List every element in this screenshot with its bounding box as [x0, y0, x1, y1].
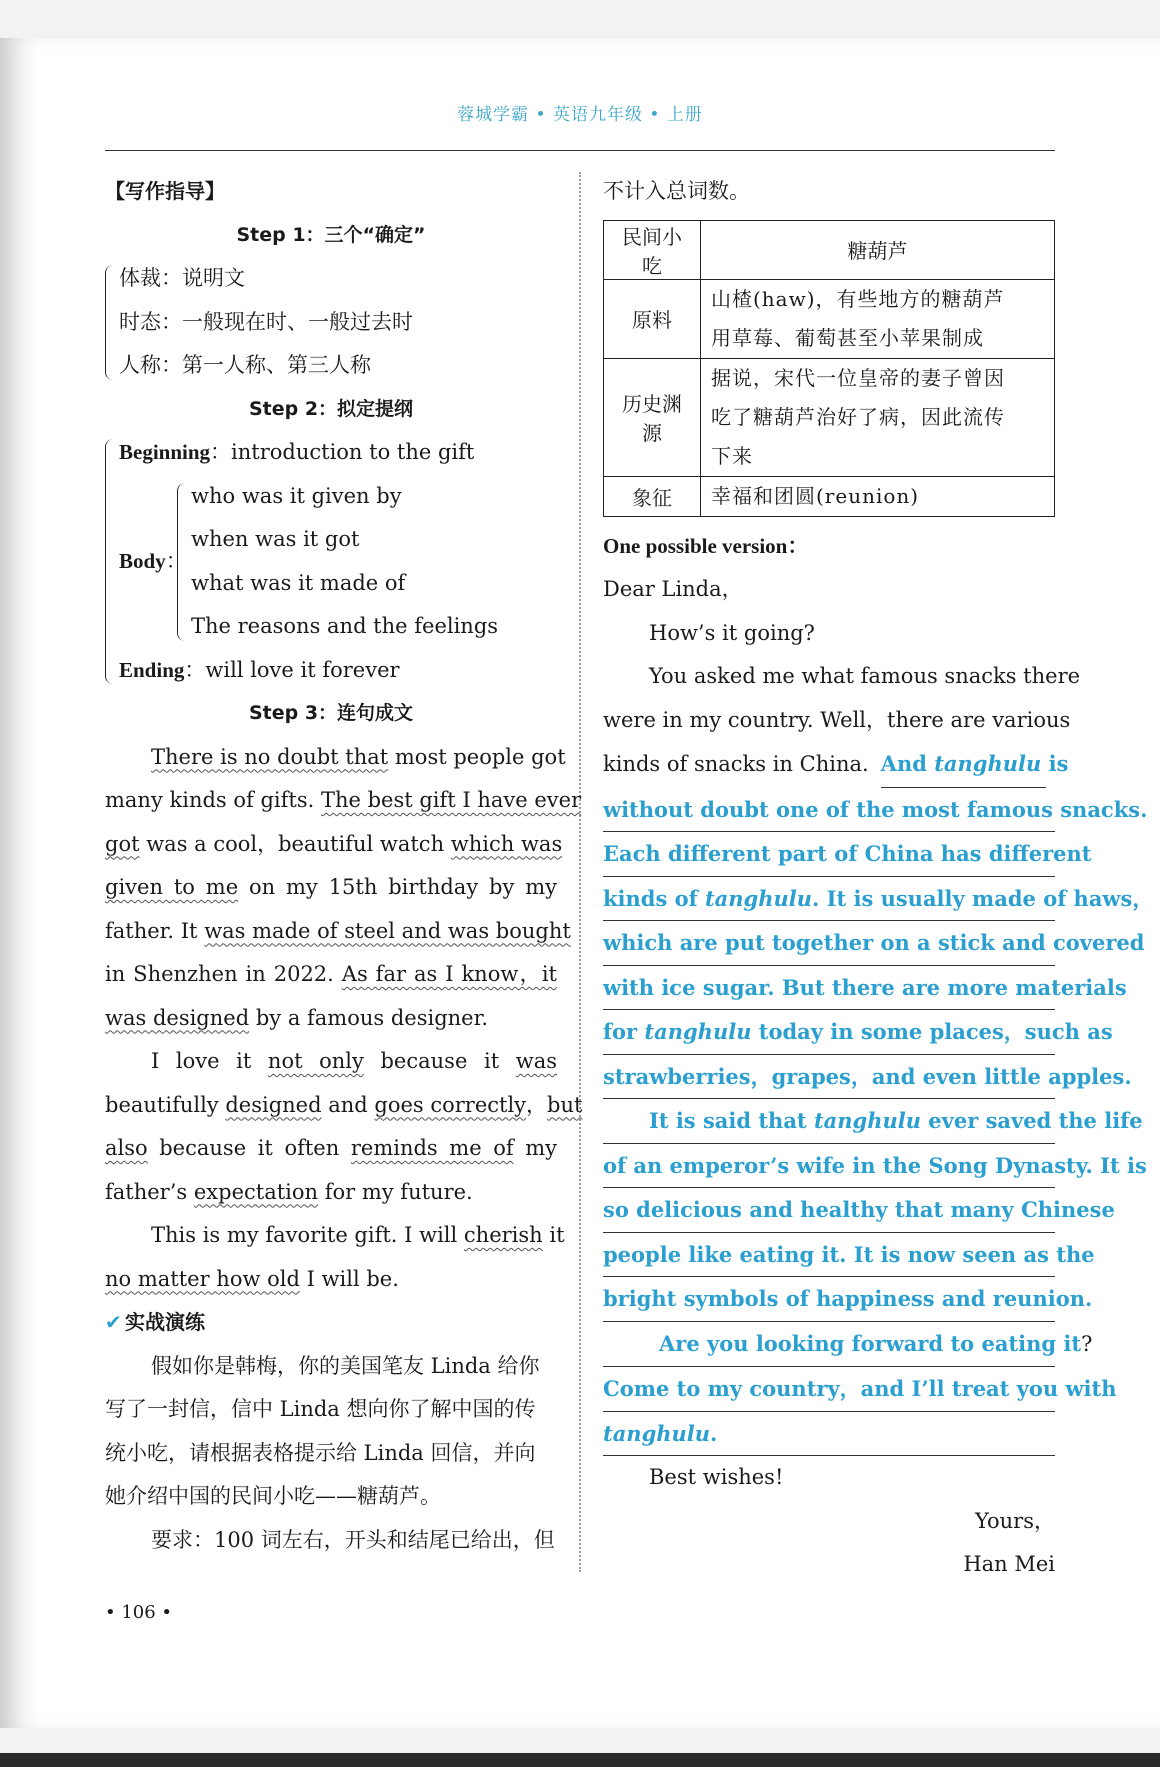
text: This is my favorite gift. I will	[151, 1223, 464, 1247]
essay-line	[105, 866, 557, 910]
table-row	[604, 476, 1055, 516]
table-row	[604, 358, 1055, 476]
answer-line: without doubt one of the most famous snacks.	[603, 788, 1055, 833]
blue-text: .	[710, 1420, 718, 1446]
outline-group	[105, 431, 557, 692]
text: and	[321, 1092, 375, 1117]
blue-text: . It is usually made of haws，	[812, 885, 1154, 911]
phrase: was made of steel and was bought	[204, 918, 571, 943]
cell-line: 幸福和团圆(reunion)	[711, 483, 920, 508]
step1-title: Step 1：三个“确定”	[236, 223, 426, 246]
answer-line: strawberries，grapes，and even little apples.	[603, 1055, 1055, 1100]
letter-line: You asked me what famous snacks there	[649, 664, 1081, 688]
opening: How’s it going?	[649, 620, 815, 645]
page-number: • 106 •	[105, 1602, 173, 1623]
body-item: when was it got	[191, 527, 360, 551]
answer-line: bright symbols of happiness and reunion.	[603, 1277, 1055, 1322]
table-header-cell: 糖葫芦	[701, 220, 1055, 279]
phrase: given to me	[105, 875, 239, 899]
cell-line: 山楂(haw)，有些地方的糖葫芦	[711, 286, 1005, 311]
cell-line: 下来	[711, 443, 753, 468]
phrase: not only	[267, 1049, 364, 1073]
blue-italic: tanghulu	[603, 1420, 711, 1446]
blue-text: ever saved the life	[920, 1108, 1143, 1133]
blue-italic: tanghulu	[813, 1108, 921, 1133]
answer-line	[603, 1099, 1143, 1144]
text: kinds of snacks in China.	[603, 752, 869, 776]
determine-item: 时态：一般现在时、一般过去时	[119, 309, 413, 334]
answer-line	[603, 1010, 1113, 1055]
essay-line	[105, 1214, 565, 1258]
blue-text: It is said that	[649, 1108, 814, 1133]
letter-line	[603, 742, 1069, 788]
phrase: also	[105, 1136, 148, 1160]
letter-line: were in my country. Well，there are various	[603, 707, 1071, 732]
table-header-cell: 民间小吃	[604, 220, 701, 279]
phrase: was	[515, 1049, 558, 1073]
row-content	[701, 279, 1055, 358]
phrase: which was	[450, 831, 563, 856]
essay-line	[105, 1084, 583, 1128]
brace	[177, 483, 186, 641]
row-content	[701, 358, 1055, 476]
text: by a famous designer.	[249, 1005, 489, 1030]
yours: Yours，	[974, 1508, 1055, 1533]
essay-line	[105, 1127, 557, 1171]
answer-line: people like eating it. It is now seen as the	[603, 1233, 1055, 1278]
text: father’s	[105, 1179, 194, 1204]
brace	[105, 265, 114, 380]
answer-line	[603, 877, 1154, 922]
determine-group	[105, 257, 557, 388]
bottom-bar	[0, 1753, 1160, 1767]
blue-italic: tanghulu	[644, 1019, 752, 1044]
essay-line	[105, 823, 563, 867]
row-label: 象征	[604, 476, 701, 516]
practice-title-text: 实战演练	[125, 1310, 205, 1334]
essay-line	[105, 1171, 557, 1215]
text: I will be.	[299, 1266, 399, 1291]
closing: Best wishes!	[649, 1465, 784, 1489]
version-title: One possible version：	[603, 533, 809, 558]
phrase: no matter how old	[105, 1266, 300, 1291]
cell-line: 用草莓、葡萄甚至小苹果制成	[711, 325, 984, 350]
practice-line: 假如你是韩梅，你的美国笔友 Linda 给你	[151, 1353, 540, 1378]
text: father. It	[105, 918, 205, 943]
essay	[105, 736, 583, 1302]
phrase: got	[105, 831, 140, 856]
text: it	[542, 1223, 565, 1247]
phrase: designed	[225, 1092, 322, 1117]
text: on my 15th birthday by my	[238, 875, 557, 899]
essay-line	[105, 910, 571, 954]
phrase: reminds me of	[350, 1136, 514, 1160]
ending-text: ：will love it forever	[184, 657, 400, 682]
outline-beginning	[119, 431, 557, 475]
blue-text: today in some places，such as	[751, 1019, 1113, 1044]
practice-line: 她介绍中国的民间小吃——糖葫芦。	[105, 1484, 441, 1508]
text: my	[513, 1136, 558, 1160]
answer-line: of an emperor’s wife in the Song Dynasty. It is	[603, 1144, 1055, 1189]
text: in Shenzhen in 2022.	[105, 962, 342, 986]
text: for my future.	[318, 1179, 473, 1204]
essay-line	[105, 997, 557, 1041]
blue-text: for	[603, 1019, 645, 1044]
section-title: 【写作指导】	[105, 179, 225, 203]
blue-italic: tanghulu	[704, 885, 813, 911]
body-item: The reasons and the feelings	[191, 614, 499, 638]
text: was a cool，beautiful watch	[139, 831, 451, 856]
essay-line	[105, 953, 557, 997]
answer-line: with ice sugar. But there are more materials	[603, 966, 1055, 1011]
ending-label: Ending	[119, 657, 185, 682]
answer-line	[603, 1412, 1055, 1457]
step2-title: Step 2：拟定提纲	[248, 397, 414, 420]
essay-line	[105, 736, 566, 780]
step3-title: Step 3：连句成文	[248, 702, 414, 724]
text: beautifully	[105, 1092, 226, 1117]
essay-line	[105, 1040, 557, 1084]
phrase: As far as I know，it	[341, 962, 557, 986]
practice-line: 统小吃，请根据表格提示给 Linda 回信，并向	[105, 1440, 536, 1465]
answer-line: Each different part of China has different	[603, 832, 1055, 877]
blue-italic: tanghulu	[934, 751, 1042, 776]
answer-line: Come to my country，and I’ll treat you with	[603, 1367, 1055, 1412]
phrase: cherish	[463, 1223, 543, 1247]
beginning-label: Beginning	[119, 440, 211, 464]
snack-table	[603, 220, 1055, 517]
blue-text: And	[880, 751, 935, 776]
page-header	[105, 92, 1055, 151]
beginning-text: ：introduction to the gift	[210, 440, 475, 464]
signature-name: Han Mei	[963, 1552, 1055, 1576]
phrase: goes correctly	[374, 1092, 527, 1117]
column-divider	[579, 172, 581, 1572]
answer-line: which are put together on a stick and covered	[603, 921, 1055, 966]
phrase: The best gift I have ever	[320, 788, 582, 812]
header-title: 蓉城学霸 • 英语九年级 • 上册	[457, 105, 703, 125]
row-content	[701, 476, 1055, 516]
row-label: 历史渊源	[604, 358, 701, 476]
blue-start	[880, 742, 1069, 788]
brace	[105, 439, 114, 684]
text: most people got	[388, 744, 566, 769]
phrase: expectation	[193, 1179, 319, 1204]
cell-line: 据说，宋代一位皇帝的妻子曾因	[711, 365, 1005, 390]
right-column	[603, 170, 1154, 1587]
body-item: what was it made of	[191, 570, 406, 595]
greeting: Dear Linda，	[603, 577, 743, 601]
question-mark: ?	[1081, 1331, 1093, 1356]
phrase: was designed	[105, 1005, 250, 1030]
practice-title	[105, 1301, 557, 1345]
blue-text: is	[1041, 751, 1069, 776]
left-column	[105, 170, 583, 1562]
essay-line	[105, 779, 582, 823]
practice-line: 要求：100 词左右，开头和结尾已给出，但	[151, 1527, 555, 1552]
table-row	[604, 279, 1055, 358]
essay-line	[105, 1258, 557, 1302]
body-item: who was it given by	[191, 483, 402, 508]
outline-ending	[119, 649, 557, 693]
text: I love it	[151, 1049, 268, 1073]
text: many kinds of gifts.	[105, 788, 321, 812]
practice-line: 写了一封信，信中 Linda 想向你了解中国的传	[105, 1397, 536, 1421]
answer-line	[603, 1322, 1093, 1368]
answer-line: so delicious and healthy that many Chinese	[603, 1188, 1055, 1233]
outline-body	[119, 475, 557, 649]
determine-item: 人称：第一人称、第三人称	[119, 353, 371, 377]
text: ，	[526, 1092, 548, 1117]
blue-text: kinds of	[603, 885, 705, 911]
body-label: Body	[119, 548, 166, 573]
blue-text: Are you looking forward to eating it	[659, 1330, 1082, 1356]
phrase: but	[547, 1092, 583, 1117]
phrase: There is no doubt that	[151, 744, 389, 769]
row-label: 原料	[604, 279, 701, 358]
table-header	[604, 220, 1055, 279]
checkmark-icon: ✔	[105, 1310, 122, 1334]
cell-line: 吃了糖葫芦治好了病，因此流传	[711, 404, 1005, 429]
text: because it	[363, 1049, 516, 1073]
continuation: 不计入总词数。	[603, 179, 750, 203]
determine-item: 体裁：说明文	[119, 266, 245, 290]
text: because it often	[147, 1136, 351, 1160]
body-items	[177, 475, 498, 649]
body-colon: ：	[165, 548, 187, 573]
